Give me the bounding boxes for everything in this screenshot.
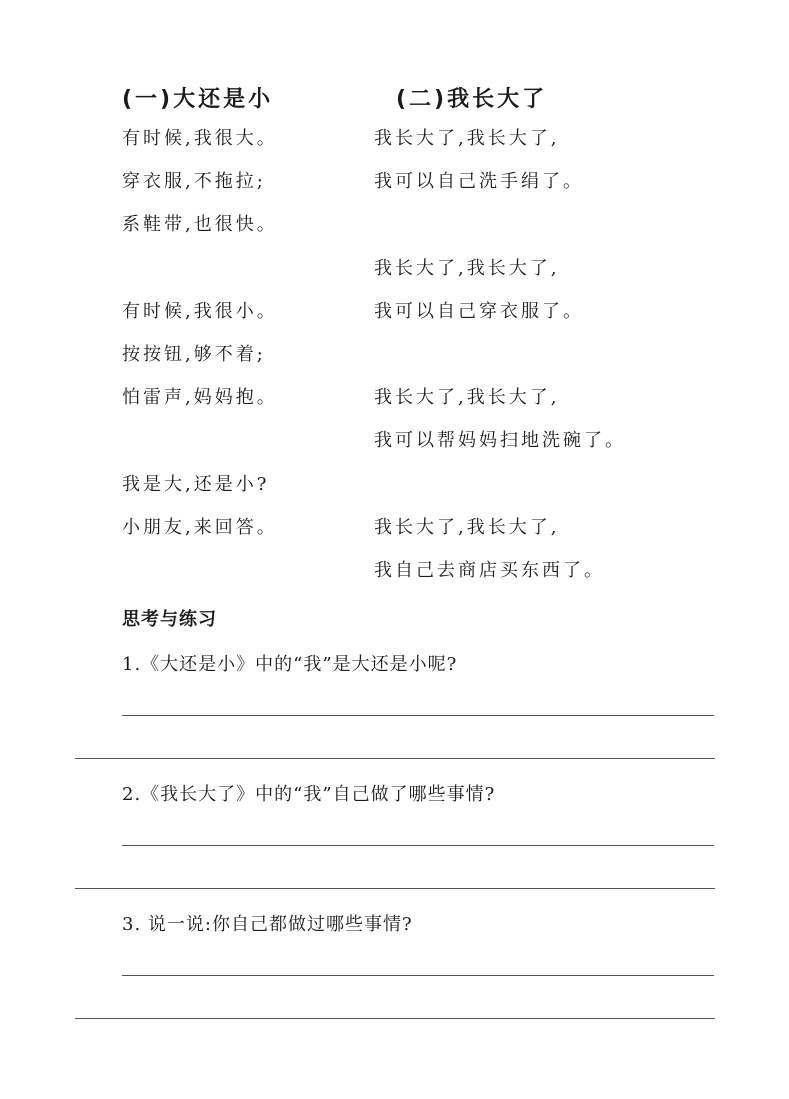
answer-line[interactable] bbox=[122, 845, 714, 846]
poem-1-title: (一)大还是小 bbox=[122, 87, 274, 112]
question-1: 1.《大还是小》中的“我”是大还是小呢? bbox=[122, 654, 458, 675]
poem-2-title: (二)我长大了 bbox=[396, 87, 548, 112]
poem-1-line: 小朋友,来回答。 bbox=[122, 517, 278, 538]
poem-1-line: 怕雷声,妈妈抱。 bbox=[122, 387, 278, 408]
poem-2-line: 我可以自己穿衣服了。 bbox=[374, 301, 584, 322]
answer-line[interactable] bbox=[75, 1018, 715, 1019]
poem-1-line: 有时候,我很小。 bbox=[122, 301, 278, 322]
poem-1-line: 穿衣服,不拖拉; bbox=[122, 171, 266, 192]
poem-2-line: 我长大了,我长大了, bbox=[374, 128, 560, 149]
poem-2-line: 我可以自己洗手绢了。 bbox=[374, 171, 584, 192]
exercises-title: 思考与练习 bbox=[122, 609, 217, 630]
question-3: 3. 说一说:你自己都做过哪些事情? bbox=[122, 914, 413, 935]
poem-2-line: 我可以帮妈妈扫地洗碗了。 bbox=[374, 430, 626, 451]
poem-1-line: 按按钮,够不着; bbox=[122, 344, 266, 365]
answer-line[interactable] bbox=[75, 888, 715, 889]
poem-1-line: 系鞋带,也很快。 bbox=[122, 214, 278, 235]
answer-line[interactable] bbox=[75, 758, 715, 759]
poem-2-line: 我长大了,我长大了, bbox=[374, 258, 560, 279]
poem-2-line: 我长大了,我长大了, bbox=[374, 517, 560, 538]
answer-line[interactable] bbox=[122, 715, 714, 716]
poem-2-line: 我自己去商店买东西了。 bbox=[374, 560, 605, 581]
question-2: 2.《我长大了》中的“我”自己做了哪些事情? bbox=[122, 784, 496, 805]
answer-line[interactable] bbox=[122, 975, 714, 976]
poem-2-line: 我长大了,我长大了, bbox=[374, 387, 560, 408]
poem-1-line: 我是大,还是小? bbox=[122, 474, 270, 495]
poem-1-line: 有时候,我很大。 bbox=[122, 128, 278, 149]
